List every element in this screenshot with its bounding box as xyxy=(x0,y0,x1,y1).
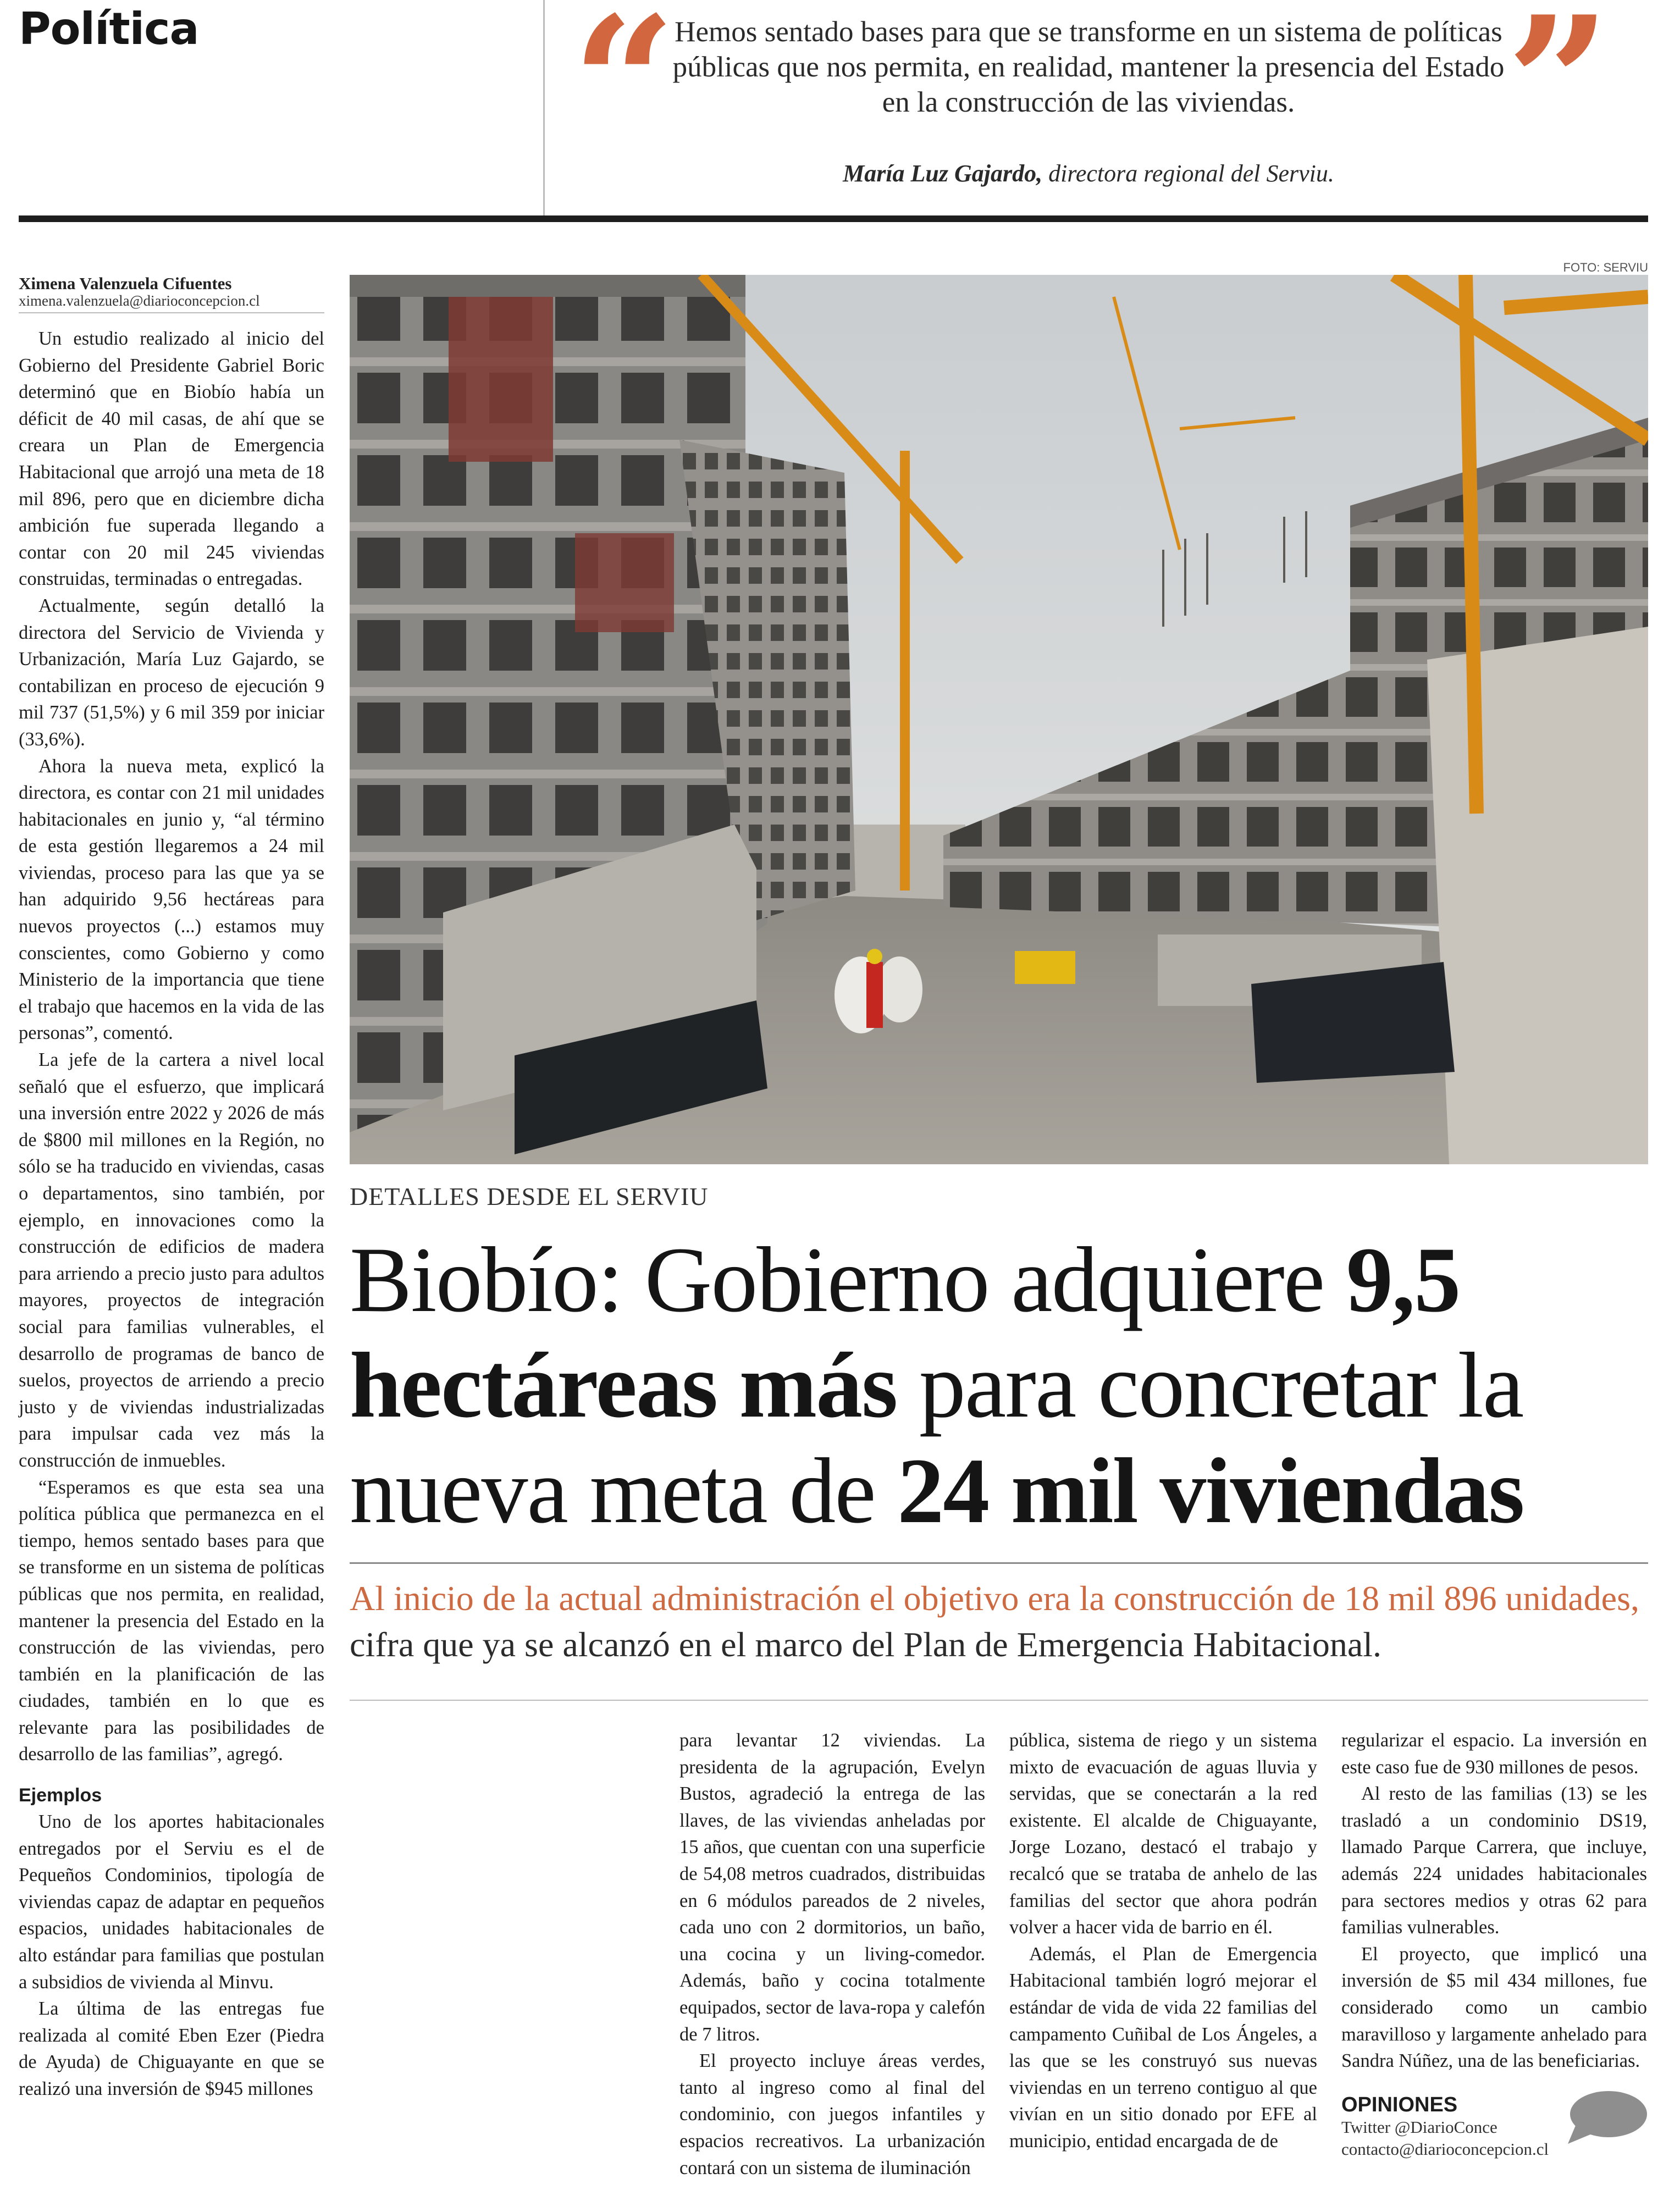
opinions-twitter[interactable]: Twitter @DiarioConce xyxy=(1341,2117,1497,2137)
quote-close-icon: ” xyxy=(1506,0,1611,190)
article-column-1 xyxy=(19,325,324,2103)
quote-author: María Luz Gajardo, xyxy=(843,160,1043,187)
photo-credit: FOTO: SERVIU xyxy=(1563,261,1648,274)
paragraph: El proyecto incluye áreas verdes, tanto al ingreso como al final del condominio, con juegos infantiles y espacios recreativos. La urbanización contará con un sistema de iluminación xyxy=(679,2050,985,2178)
quote-open-icon: “ xyxy=(572,0,676,190)
subheading-examples: Ejemplos xyxy=(19,1785,102,1806)
paragraph: Un estudio realizado al inicio del Gobierno del Presidente Gabriel Boric determinó que en Biobío había un déficit de 40 mil casas, de ahí que se creara un Plan de Emergencia Habitacional que arrojó una meta de 18 mil 896, pero que en diciembre dicha ambición fue superada llegando a contar con 20 mil 245 viviendas construidas, terminadas o entregadas. xyxy=(19,328,324,590)
construction-scene-illustration xyxy=(350,275,1648,1164)
paragraph: “Esperamos es que esta sea una política pública que permanezca en el tiempo, hemos sentado bases para que se transforme en un sistema de políticas públicas que nos permita, en realidad, mantener la presencia del Estado en la construcción de las viviendas, pero también en la planificación de las ciudades, también en lo que es relevante para las posibilidades de desarrollo de las familias”, agregó. xyxy=(19,1476,324,1765)
header-rule xyxy=(19,215,1648,222)
headline-rule xyxy=(350,1562,1648,1564)
headline xyxy=(350,1227,1669,1544)
byline-rule xyxy=(19,312,324,313)
paragraph: para levantar 12 viviendas. La presidenta de la agrupación, Evelyn Bustos, agradeció la entrega de las llaves, de las viviendas anheladas por 15 años, que cuentan con una superficie de 54,08 metros cuadrados, distribuidas en 6 módulos pareados de 2 niveles, cada uno con 2 dormitorios, un baño, una cocina y un living-comedor. Además, baño y cocina totalmente equipados, sector de lava-ropa y calefón de 7 litros. xyxy=(679,1730,985,2045)
paragraph: El proyecto, que implicó una inversión de $5 mil 434 millones, fue considerado como un cambio maravilloso y largamente anhelado para Sandra Núñez, una de las beneficiarias. xyxy=(1341,1943,1647,2072)
paragraph: Actualmente, según detalló la directora del Servicio de Vivienda y Urbanización, María Luz Gajardo, se contabilizan en proceso de ejecución 9 mil 737 (51,5%) y 6 mil 359 por iniciar (33,6%). xyxy=(19,595,324,750)
article-column-2 xyxy=(679,1727,985,2181)
pull-quote: Hemos sentado bases para que se transforme en un sistema de políticas públicas que nos permita, en realidad, mantener la presencia del Estado en la construcción de las viviendas. xyxy=(672,16,1505,118)
opinions-email[interactable]: contacto@diarioconcepcion.cl xyxy=(1341,2139,1549,2159)
paragraph: Uno de los aportes habitacionales entregados por el Serviu es el de Pequeños Condominios, tipología de viviendas capaz de adaptar en pequeños espacios, unidades habitacionales de alto estándar para familias que postulan a subsidios de vivienda al Minvu. xyxy=(19,1811,324,1993)
subheadline-rest: cifra que ya se alcanzó en el marco del Plan de Emergencia Habitacional. xyxy=(350,1625,1382,1664)
article-column-4 xyxy=(1341,1727,1647,2075)
paragraph: regularizar el espacio. La inversión en este caso fue de 930 millones de pesos. xyxy=(1341,1730,1647,1778)
subheadline xyxy=(350,1575,1658,1668)
subheadline-rule xyxy=(350,1700,1648,1701)
byline-author: Ximena Valenzuela Cifuentes xyxy=(19,274,232,293)
article-column-3 xyxy=(1009,1727,1317,2155)
construction-photo xyxy=(350,275,1648,1164)
headline-part: Biobío: Gobierno adquiere xyxy=(350,1228,1346,1331)
speech-bubble-icon xyxy=(1566,2089,1648,2146)
paragraph: La última de las entregas fue realizada al comité Eben Ezer (Piedra de Ayuda) de Chiguayante en que se realizó una inversión de $945 millones xyxy=(19,1998,324,2099)
headline-bold: 24 mil viviendas xyxy=(897,1439,1524,1542)
opinions-label: OPINIONES xyxy=(1341,2093,1458,2116)
byline-email: ximena.valenzuela@diarioconcepcion.cl xyxy=(19,292,260,309)
paragraph: Ahora la nueva meta, explicó la directora, es contar con 21 mil unidades habitacionales en junio y, “al término de esta gestión llegaremos a 24 mil viviendas, proceso para las que ya se han adquirido 9,56 hectáreas para nuevos proyectos (...) estamos muy conscientes, como Gobierno y como Ministerio de la importancia que tiene el trabajo que hacemos en la vida de las personas”, comentó. xyxy=(19,755,324,1044)
paragraph: La jefe de la cartera a nivel local señaló que el esfuerzo, que implicará una inversión entre 2022 y 2026 de más de $800 mil millones en la Región, no sólo se ha traducido en viviendas, casas o departamentos, sino también, por ejemplo, en innovaciones como la construcción de edificios de madera para arriendo a precio justo para adultos mayores, proyectos de integración social para familias vulnerables, el desarrollo de programas de banco de suelos, proyectos de arriendo a precio justo y de viviendas industrializadas para impulsar cada vez más la construcción de inmuebles. xyxy=(19,1049,324,1471)
kicker: DETALLES DESDE EL SERVIU xyxy=(350,1182,709,1210)
header-divider xyxy=(543,0,545,215)
headline-bold: 9,5 hectáreas más xyxy=(350,1228,1460,1437)
headline-part: para concretar la nueva meta de xyxy=(350,1334,1523,1542)
paragraph: Además, el Plan de Emergencia Habitacional también logró mejorar el estándar de vida de vida 22 familias del campamento Cuñibal de Los Ángeles, a las que se les construyó sus nuevas viviendas en un terreno contiguo al que vivían en un sitio donado por EFE al municipio, entidad encargada de de xyxy=(1009,1943,1317,2152)
section-label: Política xyxy=(19,3,199,54)
subheadline-accent: Al inicio de la actual administración el objetivo era la construcción de 18 mil 896 unidades, xyxy=(350,1579,1639,1618)
quote-role: directora regional del Serviu. xyxy=(1042,160,1334,187)
paragraph: pública, sistema de riego y un sistema mixto de evacuación de aguas lluvia y servidas, que se conectarán a la red existente. El alcalde de Chiguayante, Jorge Lozano, destacó el trabajo y recalcó que se trataba de anhelo de las familias del sector que ahora podrán volver a hacer vida de barrio en él. xyxy=(1009,1730,1317,1938)
paragraph: Al resto de las familias (13) se les trasladó a un condominio DS19, llamado Parque Carrera, que incluye, además 224 unidades habitacionales para sectores medios y otras 62 para familias vulnerables. xyxy=(1341,1783,1647,1938)
pull-quote-attribution xyxy=(671,159,1506,187)
